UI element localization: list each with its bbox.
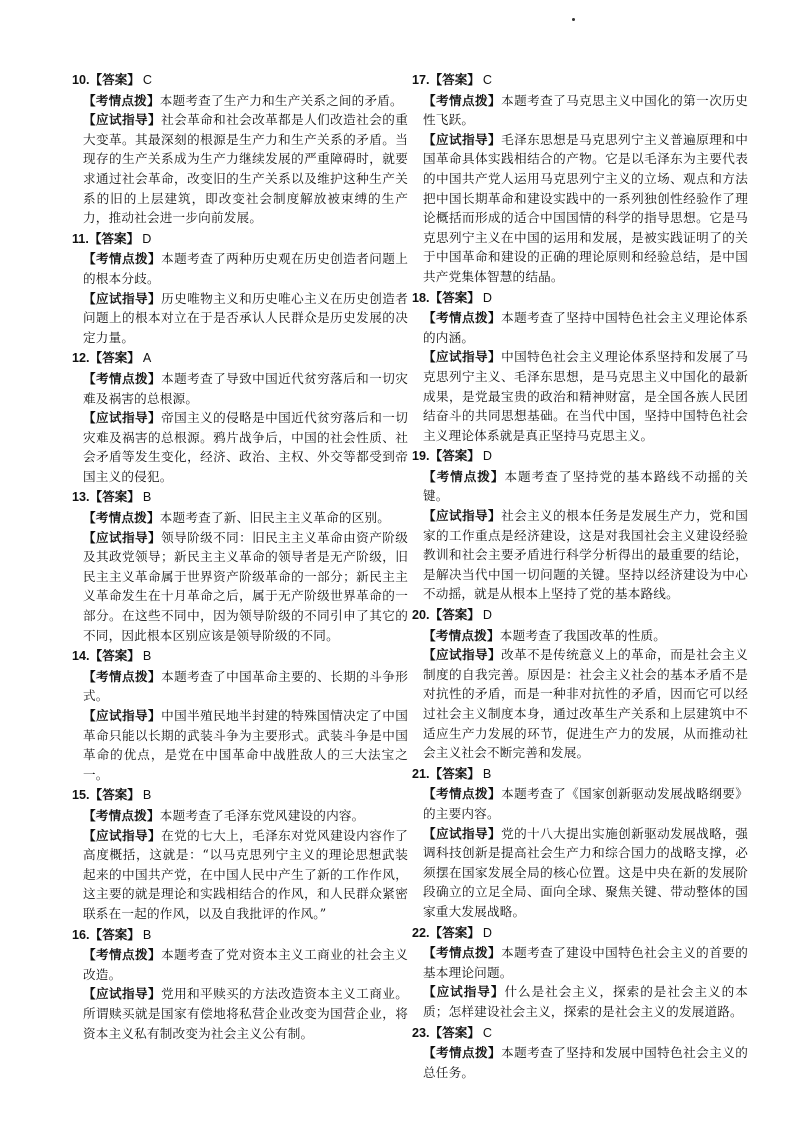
exam-point-tag: 【考情点拨】	[83, 251, 162, 267]
question-number: 23.	[412, 1025, 430, 1040]
answer-tag: 【答案】	[89, 926, 140, 942]
answer-letter: B	[142, 490, 152, 505]
answer-line	[412, 70, 748, 91]
answer-line	[412, 1023, 748, 1044]
answer-line	[72, 487, 408, 508]
exam-point-tag: 【考情点拨】	[83, 807, 160, 823]
question-number: 15.	[72, 788, 90, 803]
guidance-text: 领导阶级不同：旧民主主义革命由资产阶级及其政党领导；新民主主义革命的领导者是无产阶级，旧民主主义革命属于世界资产阶级革命的一部分；新民主主义革命发生在十月革命之后，属于无产阶级世界革命的一部分。在这些不同中，因为领导阶级的不同引申了其它的不同，因此根本区别应该是领导阶级的不同。	[83, 529, 408, 643]
answer-letter: C	[482, 73, 492, 87]
exam-point-paragraph	[412, 91, 748, 130]
guidance-text: 中国特色社会主义理论体系坚持和发展了马克思列宁主义、毛泽东思想，是马克思主义中国化的最新成果，是党最宝贵的政治和精神财富，是全国各族人民团结奋斗的共同思想基础。在当代中国，坚持中国特色社会主义理论体系就是真正坚持马克思主义。	[423, 349, 748, 443]
answer-entry	[72, 229, 408, 348]
question-number: 22.	[412, 925, 430, 940]
exam-point-text: 本题考查了中国革命主要的、长期的斗争形式。	[83, 668, 408, 704]
question-number: 12.	[72, 351, 90, 366]
exam-point-paragraph	[412, 784, 748, 823]
guidance-paragraph	[412, 347, 748, 445]
exam-point-text: 本题考查了两种历史观在历史创造者问题上的根本分歧。	[83, 251, 408, 286]
guidance-text: 历史唯物主义和历史唯心主义在历史创造者问题上的根本对立在于是否承认人民群众是历史发展的决定力量。	[83, 290, 408, 345]
guidance-text: 在党的七大上，毛泽东对党风建设内容作了高度概括，这就是：“以马克思列宁主义的理论思想武装起来的中国共产党，在中国人民中产生了新的工作作风，这主要的就是理论和实践相结合的作风，和人民群众紧密联系在一起的作风，以及自我批评的作风。”	[83, 827, 408, 921]
answer-letter: A	[142, 351, 152, 366]
answer-letter: D	[482, 290, 492, 305]
answer-entry	[72, 785, 408, 923]
guidance-tag: 【应试指导】	[423, 131, 502, 147]
guidance-tag: 【应试指导】	[423, 825, 502, 841]
left-column	[72, 70, 408, 1044]
guidance-paragraph	[72, 984, 408, 1043]
answer-tag: 【答案】	[429, 448, 480, 464]
exam-point-paragraph	[72, 945, 408, 984]
question-number: 16.	[72, 927, 90, 942]
guidance-text: 什么是社会主义，探索的是社会主义的本质；怎样建设社会主义，探索的是社会主义的发展道路。	[423, 984, 748, 1019]
answer-tag: 【答案】	[429, 765, 480, 781]
question-number: 21.	[412, 766, 430, 781]
question-number: 10.	[72, 73, 90, 87]
exam-point-text: 本题考查了《国家创新驱动发展战略纲要》的主要内容。	[423, 786, 748, 821]
question-number: 18.	[412, 290, 430, 305]
print-speck	[572, 18, 575, 21]
guidance-tag: 【应试指导】	[423, 984, 505, 1000]
guidance-text: 社会革命和社会改革都是人们改造社会的重大变革。其最深刻的根源是生产力和生产关系的矛盾。当现存的生产关系成为生产力继续发展的严重障碍时，就要求通过社会革命，改变旧的生产关系以及维护这种生产关系的旧的上层建筑，即改变社会制度解放被束缚的生产力，推动社会进一步向前发展。	[83, 112, 408, 226]
guidance-paragraph	[72, 408, 408, 486]
exam-point-paragraph	[412, 467, 748, 506]
exam-point-paragraph	[72, 249, 408, 288]
exam-point-paragraph	[72, 806, 408, 826]
answer-letter: B	[482, 766, 492, 781]
exam-point-text: 本题考查了建设中国特色社会主义的首要的基本理论问题。	[423, 945, 748, 980]
answer-entry	[72, 487, 408, 645]
guidance-text: 社会主义的根本任务是发展生产力，党和国家的工作重点是经济建设，这是对我国社会主义建设经验教训和社会主要矛盾进行科学分析得出的最重要的结论，是解决当代中国一切问题的关键。坚持以经济建设为中心不动摇，就是从根本上坚持了党的基本路线。	[423, 508, 748, 602]
guidance-paragraph	[72, 528, 408, 646]
guidance-tag: 【应试指导】	[83, 112, 162, 128]
answer-letter: D	[482, 608, 492, 623]
guidance-paragraph	[412, 130, 748, 287]
answer-line	[412, 764, 748, 785]
guidance-tag: 【应试指导】	[423, 647, 502, 663]
exam-point-text: 本题考查了坚持党的基本路线不动摇的关键。	[423, 468, 748, 504]
answer-tag: 【答案】	[429, 924, 480, 940]
guidance-text: 党的十八大提出实施创新驱动发展战略，强调科技创新是提高社会生产力和综合国力的战略支撑，必须摆在国家发展全局的核心位置。这是中央在新的发展阶段确立的立足全局、面向全球、聚焦关键、带动整体的国家重大发展战略。	[423, 825, 748, 919]
answer-letter: D	[142, 231, 152, 246]
answer-tag: 【答案】	[89, 648, 140, 664]
answer-tag: 【答案】	[89, 787, 140, 803]
exam-point-tag: 【考情点拨】	[83, 668, 162, 684]
answer-letter: B	[142, 649, 152, 664]
guidance-text: 中国半殖民地半封建的特殊国情决定了中国革命只能以长期的武装斗争为主要形式。武装斗争是中国革命的优点，是党在中国革命中战胜敌人的三大法宝之一。	[83, 708, 408, 782]
answer-line	[412, 605, 748, 626]
exam-point-paragraph	[412, 1043, 748, 1082]
guidance-tag: 【应试指导】	[423, 508, 502, 524]
answer-entry	[412, 605, 748, 763]
answer-tag: 【答案】	[429, 289, 480, 305]
guidance-paragraph	[412, 645, 748, 763]
answer-entry	[412, 764, 748, 922]
answer-tag: 【答案】	[429, 607, 480, 623]
answer-entry	[412, 288, 748, 446]
exam-point-paragraph	[72, 508, 408, 528]
answer-tag: 【答案】	[89, 489, 140, 505]
answer-entry	[412, 70, 748, 287]
exam-point-text: 本题考查了马克思主义中国化的第一次历史性飞跃。	[423, 92, 748, 128]
exam-point-tag: 【考情点拨】	[423, 1045, 502, 1061]
answer-line	[72, 785, 408, 806]
exam-point-tag: 【考情点拨】	[83, 370, 162, 386]
answer-line	[72, 348, 408, 369]
guidance-paragraph	[72, 706, 408, 784]
guidance-paragraph	[412, 982, 748, 1021]
answer-line	[412, 923, 748, 944]
question-number: 20.	[412, 608, 430, 623]
answer-tag: 【答案】	[89, 72, 140, 87]
answer-tag: 【答案】	[89, 350, 140, 366]
answer-entry	[72, 70, 408, 228]
answer-line	[72, 925, 408, 946]
answer-tag: 【答案】	[429, 1024, 480, 1040]
exam-point-paragraph	[412, 308, 748, 347]
question-number: 11.	[72, 231, 89, 246]
answer-letter: B	[142, 927, 152, 942]
guidance-tag: 【应试指导】	[83, 827, 162, 843]
answer-entry	[412, 446, 748, 604]
answer-entry	[72, 348, 408, 486]
guidance-paragraph	[72, 826, 408, 924]
exam-point-text: 本题考查了新、旧民主主义革命的区别。	[159, 510, 391, 526]
exam-point-text: 本题考查了党对资本主义工商业的社会主义改造。	[83, 947, 408, 982]
guidance-tag: 【应试指导】	[423, 349, 502, 365]
answer-letter: D	[482, 449, 492, 464]
answer-letter: C	[142, 73, 152, 87]
exam-point-tag: 【考情点拨】	[83, 510, 160, 526]
guidance-text: 党用和平赎买的方法改造资本主义工商业。所谓赎买就是国家有偿地将私营企业改变为国营企业，将资本主义私有制改变为社会主义公有制。	[83, 986, 408, 1041]
answer-line	[412, 288, 748, 309]
answer-entry	[412, 1023, 748, 1083]
exam-point-text: 本题考查了毛泽东党风建设的内容。	[159, 807, 365, 823]
guidance-tag: 【应试指导】	[83, 410, 162, 426]
exam-point-text: 本题考查了我国改革的性质。	[499, 627, 667, 643]
exam-point-text: 本题考查了生产力和生产关系之间的矛盾。	[159, 92, 403, 108]
exam-point-tag: 【考情点拨】	[423, 627, 500, 643]
answer-line	[72, 70, 408, 91]
answer-letter: C	[482, 1025, 492, 1040]
guidance-tag: 【应试指导】	[83, 290, 162, 306]
guidance-text: 改革不是传统意义上的革命，而是社会主义制度的自我完善。原因是：社会主义社会的基本矛盾不是对抗性的矛盾，而是一种非对抗性的矛盾，因而它可以经过社会主义制度本身，通过改革生产关系和上层建筑中不适应生产力发展的环节，促进生产力的发展，从而推动社会主义社会不断完善和发展。	[423, 647, 748, 761]
exam-point-paragraph	[72, 369, 408, 408]
guidance-paragraph	[72, 289, 408, 348]
exam-point-tag: 【考情点拨】	[83, 92, 160, 108]
exam-point-text: 本题考查了导致中国近代贫穷落后和一切灾难及祸害的总根源。	[83, 370, 408, 406]
question-number: 14.	[72, 649, 90, 664]
answer-line	[72, 229, 408, 250]
guidance-paragraph	[412, 824, 748, 922]
question-number: 17.	[412, 73, 430, 87]
exam-point-paragraph	[72, 667, 408, 706]
question-number: 19.	[412, 449, 430, 464]
guidance-paragraph	[412, 506, 748, 604]
answer-tag: 【答案】	[429, 72, 480, 87]
exam-point-tag: 【考情点拨】	[423, 92, 502, 108]
answer-line	[412, 446, 748, 467]
guidance-paragraph	[72, 110, 408, 228]
answer-entry	[412, 923, 748, 1022]
exam-point-paragraph	[72, 91, 408, 111]
answer-entry	[72, 646, 408, 784]
answer-letter: D	[482, 925, 492, 940]
question-number: 13.	[72, 490, 90, 505]
guidance-tag: 【应试指导】	[83, 708, 162, 723]
guidance-text: 帝国主义的侵略是中国近代贫穷落后和一切灾难及祸害的总根源。鸦片战争后，中国的社会性质、社会矛盾等发生变化，经济、政治、主权、外交等都受到帝国主义的侵犯。	[83, 410, 408, 484]
guidance-tag: 【应试指导】	[83, 529, 162, 545]
exam-point-tag: 【考情点拨】	[83, 947, 162, 963]
answer-line	[72, 646, 408, 667]
exam-point-tag: 【考情点拨】	[423, 786, 502, 802]
exam-point-tag: 【考情点拨】	[423, 945, 502, 961]
exam-point-paragraph	[412, 943, 748, 982]
exam-point-tag: 【考情点拨】	[423, 468, 505, 484]
exam-point-text: 本题考查了坚持中国特色社会主义理论体系的内涵。	[423, 310, 748, 345]
answer-tag: 【答案】	[88, 230, 140, 246]
answer-letter: B	[142, 788, 152, 803]
exam-point-text: 本题考查了坚持和发展中国特色社会主义的总任务。	[423, 1045, 748, 1080]
guidance-tag: 【应试指导】	[83, 986, 162, 1002]
guidance-text: 毛泽东思想是马克思列宁主义普遍原理和中国革命具体实践相结合的产物。它是以毛泽东为主要代表的中国共产党人运用马克思列宁主义的立场、观点和方法把中国长期革命和建设实践中的一系列独创性经验作了理论概括而形成的适合中国国情的科学的指导思想。它是马克思列宁主义在中国的运用和发展，是被实践证明了的关于中国革命和建设的正确的理论原则和经验总结，是中国共产党集体智慧的结晶。	[423, 131, 748, 284]
answer-entry	[72, 925, 408, 1044]
exam-point-paragraph	[412, 626, 748, 646]
right-column	[412, 70, 748, 1083]
exam-point-tag: 【考情点拨】	[423, 310, 502, 326]
